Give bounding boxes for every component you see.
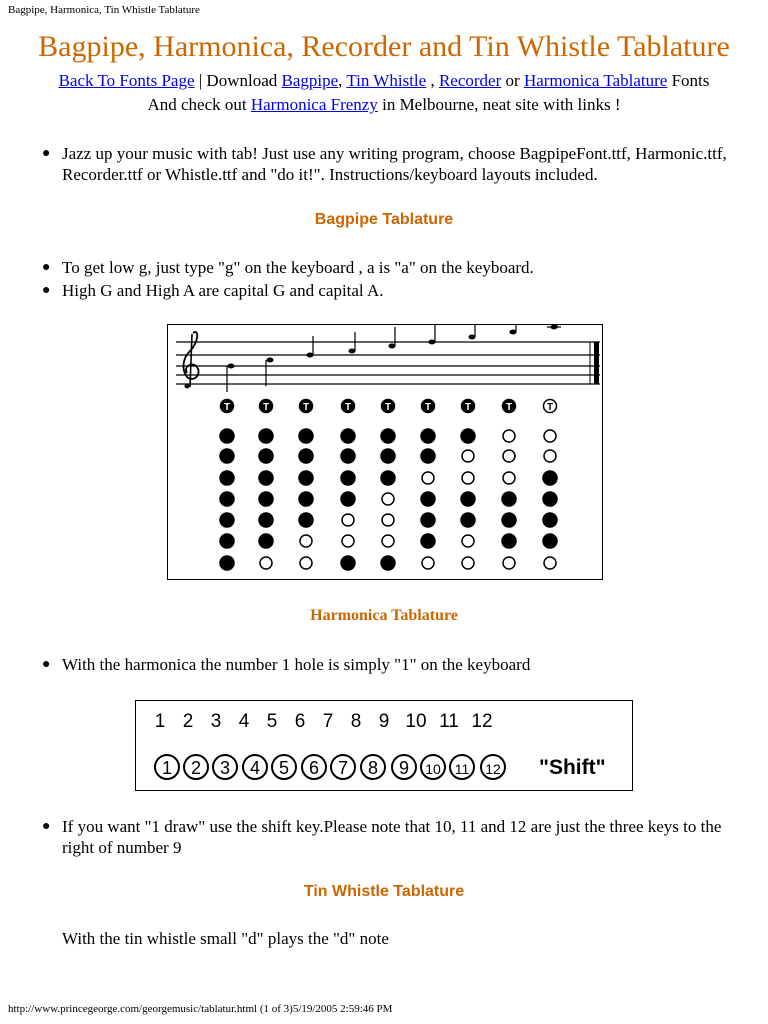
bagpipe-heading: Bagpipe Tablature xyxy=(314,211,454,228)
closed-hole xyxy=(220,429,234,443)
page-title: Bagpipe, Harmonica, Recorder and Tin Whistle Tablature xyxy=(38,30,730,63)
hole-number: 9 xyxy=(378,711,390,732)
open-hole xyxy=(462,557,474,569)
draw-hole-number: 9 xyxy=(398,758,410,778)
bullet-icon: ● xyxy=(42,146,51,161)
open-hole xyxy=(300,535,312,547)
music-staff xyxy=(176,342,600,384)
closed-hole xyxy=(543,513,557,527)
hole-number: 8 xyxy=(350,711,362,732)
bullet-icon: ● xyxy=(42,819,51,834)
thumb-letter: T xyxy=(505,402,513,413)
intro-line-1: Jazz up your music with tab! Just use any writing program, choose BagpipeFont.ttf, Harmonic.ttf, xyxy=(62,144,727,163)
closed-hole xyxy=(543,492,557,506)
note-head xyxy=(267,358,274,363)
closed-hole xyxy=(259,471,273,485)
closed-hole xyxy=(502,513,516,527)
bullet-icon: ● xyxy=(42,260,51,275)
harmonica-tablature-link[interactable]: Harmonica Tablature xyxy=(523,71,668,90)
open-hole xyxy=(462,450,474,462)
hole-number: 10 xyxy=(405,711,427,732)
open-hole xyxy=(382,514,394,526)
harmonica-tablature-chart xyxy=(135,700,633,791)
hole-number: 1 xyxy=(154,711,166,732)
draw-hole-number: 12 xyxy=(485,761,501,777)
bullet-icon: ● xyxy=(42,283,51,298)
closed-hole xyxy=(341,556,355,570)
bagpipe-link[interactable]: Bagpipe xyxy=(281,71,339,90)
checkout-suffix: in Melbourne, neat site with links ! xyxy=(377,95,621,114)
closed-hole xyxy=(220,513,234,527)
intro-line-2: Recorder.ttf or Whistle.ttf and "do it!". Instructions/keyboard layouts included. xyxy=(62,165,598,184)
tin-whistle-text: With the tin whistle small "d" plays the "d" note xyxy=(62,929,389,948)
closed-hole xyxy=(220,556,234,570)
closed-hole xyxy=(381,556,395,570)
closed-hole xyxy=(421,513,435,527)
links-row xyxy=(0,71,768,91)
download-text: | Download xyxy=(194,71,282,90)
closed-hole xyxy=(220,449,234,463)
open-hole xyxy=(503,557,515,569)
hole-number: 12 xyxy=(471,711,493,732)
closed-hole xyxy=(341,449,355,463)
open-hole xyxy=(544,450,556,462)
harmonica-frenzy-link[interactable]: Harmonica Frenzy xyxy=(250,95,378,114)
closed-hole xyxy=(341,471,355,485)
checkout-prefix: And check out xyxy=(147,95,251,114)
hole-number: 7 xyxy=(322,711,334,732)
closed-hole xyxy=(341,492,355,506)
draw-hole-number: 10 xyxy=(425,761,441,777)
or-text: or xyxy=(501,71,524,90)
closed-hole xyxy=(381,429,395,443)
closed-hole xyxy=(421,492,435,506)
closed-hole xyxy=(461,492,475,506)
draw-hole-number: 2 xyxy=(190,758,202,778)
thumb-letter: T xyxy=(464,402,472,413)
closed-hole xyxy=(259,534,273,548)
hole-number: 3 xyxy=(210,711,222,732)
open-hole xyxy=(422,557,434,569)
closed-hole xyxy=(381,449,395,463)
closed-hole xyxy=(299,513,313,527)
treble-clef-icon xyxy=(183,332,198,389)
closed-hole xyxy=(259,492,273,506)
draw-hole-number: 8 xyxy=(367,758,379,778)
page-footer: http://www.princegeorge.com/georgemusic/tablatur.html (1 of 3)5/19/2005 2:59:46 PM xyxy=(8,1003,393,1015)
closed-hole xyxy=(259,429,273,443)
tin-whistle-heading: Tin Whistle Tablature xyxy=(303,883,465,900)
thumb-letter: T xyxy=(344,402,352,413)
thumb-letter: T xyxy=(302,402,310,413)
fonts-text: Fonts xyxy=(667,71,710,90)
thumb-letter: T xyxy=(384,402,392,413)
closed-hole xyxy=(220,471,234,485)
draw-hole-number: 11 xyxy=(454,761,470,777)
open-hole xyxy=(300,557,312,569)
note-head xyxy=(228,364,235,369)
comma-text: , xyxy=(426,71,439,90)
open-hole xyxy=(260,557,272,569)
open-hole xyxy=(422,472,434,484)
closed-hole xyxy=(299,429,313,443)
draw-hole-number: 7 xyxy=(337,758,349,778)
open-hole xyxy=(342,514,354,526)
closed-hole xyxy=(220,492,234,506)
thumb-letter: T xyxy=(262,402,270,413)
draw-hole-number: 4 xyxy=(249,758,261,778)
closed-hole xyxy=(259,513,273,527)
thumb-letter: T xyxy=(424,402,432,413)
open-hole xyxy=(462,472,474,484)
bagpipe-tablature-chart xyxy=(167,324,603,580)
closed-hole xyxy=(341,429,355,443)
hole-number: 2 xyxy=(182,711,194,732)
open-hole xyxy=(342,535,354,547)
open-hole xyxy=(382,535,394,547)
closed-hole xyxy=(543,534,557,548)
tin-whistle-link[interactable]: Tin Whistle xyxy=(346,71,427,90)
hole-number: 6 xyxy=(294,711,306,732)
closed-hole xyxy=(220,534,234,548)
back-to-fonts-link[interactable]: Back To Fonts Page xyxy=(58,71,195,90)
thumb-letter: T xyxy=(546,402,554,413)
closed-hole xyxy=(259,449,273,463)
closed-hole xyxy=(543,471,557,485)
closed-hole xyxy=(299,471,313,485)
open-hole xyxy=(503,450,515,462)
checkout-row xyxy=(0,95,768,115)
closed-hole xyxy=(502,534,516,548)
page-header: Bagpipe, Harmonica, Tin Whistle Tablature xyxy=(8,4,200,16)
closed-hole xyxy=(421,534,435,548)
draw-hole-number: 1 xyxy=(161,758,173,778)
harmonica-heading: Harmonica Tablature xyxy=(310,607,458,624)
closed-hole xyxy=(461,429,475,443)
draw-hole-number: 5 xyxy=(278,758,290,778)
closed-hole xyxy=(421,449,435,463)
draw-hole-number: 6 xyxy=(308,758,320,778)
shift-label: "Shift" xyxy=(539,756,606,779)
closed-hole xyxy=(421,429,435,443)
closed-hole xyxy=(299,492,313,506)
open-hole xyxy=(462,535,474,547)
draw-hole-number: 3 xyxy=(219,758,231,778)
end-bar xyxy=(594,342,599,384)
hole-number: 4 xyxy=(238,711,250,732)
closed-hole xyxy=(381,471,395,485)
comma-text: , xyxy=(338,71,347,90)
hole-number: 5 xyxy=(266,711,278,732)
open-hole xyxy=(544,430,556,442)
hole-number: 11 xyxy=(439,711,459,732)
closed-hole xyxy=(299,449,313,463)
thumb-letter: T xyxy=(223,402,231,413)
open-hole xyxy=(544,557,556,569)
closed-hole xyxy=(461,513,475,527)
open-hole xyxy=(382,493,394,505)
open-hole xyxy=(503,430,515,442)
bullet-icon: ● xyxy=(42,657,51,672)
open-hole xyxy=(503,472,515,484)
closed-hole xyxy=(502,492,516,506)
recorder-link[interactable]: Recorder xyxy=(438,71,502,90)
